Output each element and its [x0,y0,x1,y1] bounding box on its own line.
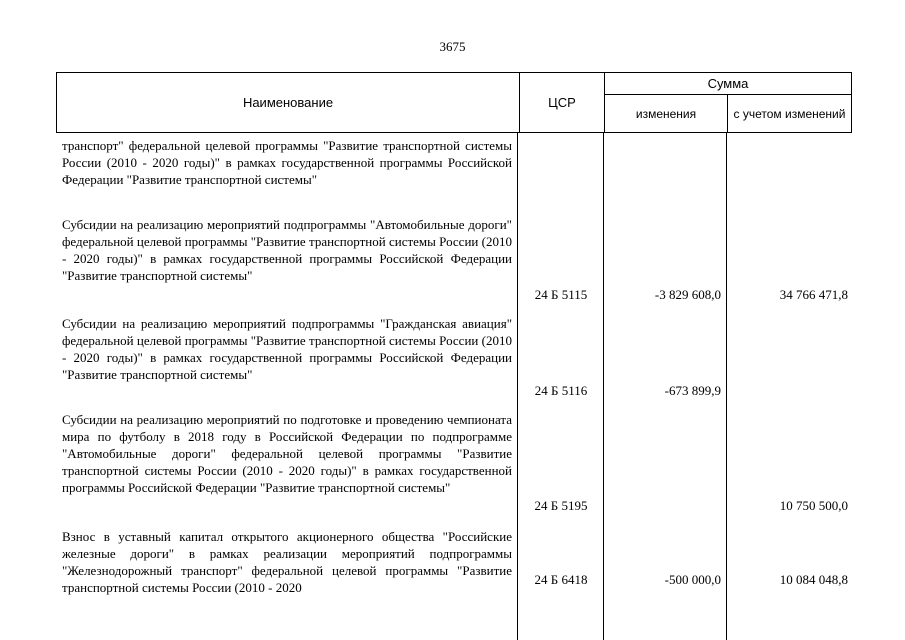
row-change: -673 899,9 [664,383,721,398]
row-description: Субсидии на реализацию мероприятий по подготовке и проведению чемпионата мира по футболу в 2018 году в Российской Федерации по подпрограмме "Автомобильные дороги" федеральной целевой программы "Развитие транспортной системы России (2010 - 2020 годы)" в рамках государственной программы Российской Федерации "Развитие транспортной системы" [62,412,512,495]
row-description: Взнос в уставный капитал открытого акционерного общества "Российские железные дороги" в рамках реализации мероприятий подпрограммы "Железнодорожный транспорт" федеральной целевой программы "Развитие транспортной системы России (2010 - 2020 [62,529,512,595]
row-description: Субсидии на реализацию мероприятий подпрограммы "Автомобильные дороги" федеральной целевой программы "Развитие транспортной системы России (2010 - 2020 годы)" в рамках государственной программы Российской Федерации "Развитие транспортной системы" [62,217,512,283]
row-csr: 24 Б 6418 [534,572,588,587]
column-header-sum: Сумма [604,73,851,95]
row-total: 10 750 500,0 [779,498,848,513]
column-header-csr: ЦСР [519,73,604,132]
column-header-change: изменения [604,95,727,132]
row-csr: 24 Б 5115 [534,287,588,302]
row-change: -3 829 608,0 [654,287,721,302]
page-number: 3675 [439,39,466,54]
row-total: 10 084 048,8 [779,572,848,587]
row-total: 34 766 471,8 [779,287,848,302]
column-divider [603,133,604,640]
column-header-name: Наименование [242,95,334,110]
row-change: -500 000,0 [664,572,721,587]
column-divider [726,133,727,640]
table-header [56,72,852,133]
column-divider [517,133,518,640]
row-description: транспорт" федеральной целевой программы "Развитие транспортной системы России (2010 - 2020 годы)" в рамках государственной программы Российской Федерации "Развитие транспортной системы" [62,138,512,187]
column-header-total: с учетом изменений [727,95,851,132]
row-csr: 24 Б 5116 [534,383,588,398]
row-csr: 24 Б 5195 [534,498,588,513]
row-description: Субсидии на реализацию мероприятий подпрограммы "Гражданская авиация" федеральной целевой программы "Развитие транспортной системы России (2010 - 2020 годы)" в рамках государственной программы Российской Федерации "Развитие транспортной системы" [62,316,512,382]
